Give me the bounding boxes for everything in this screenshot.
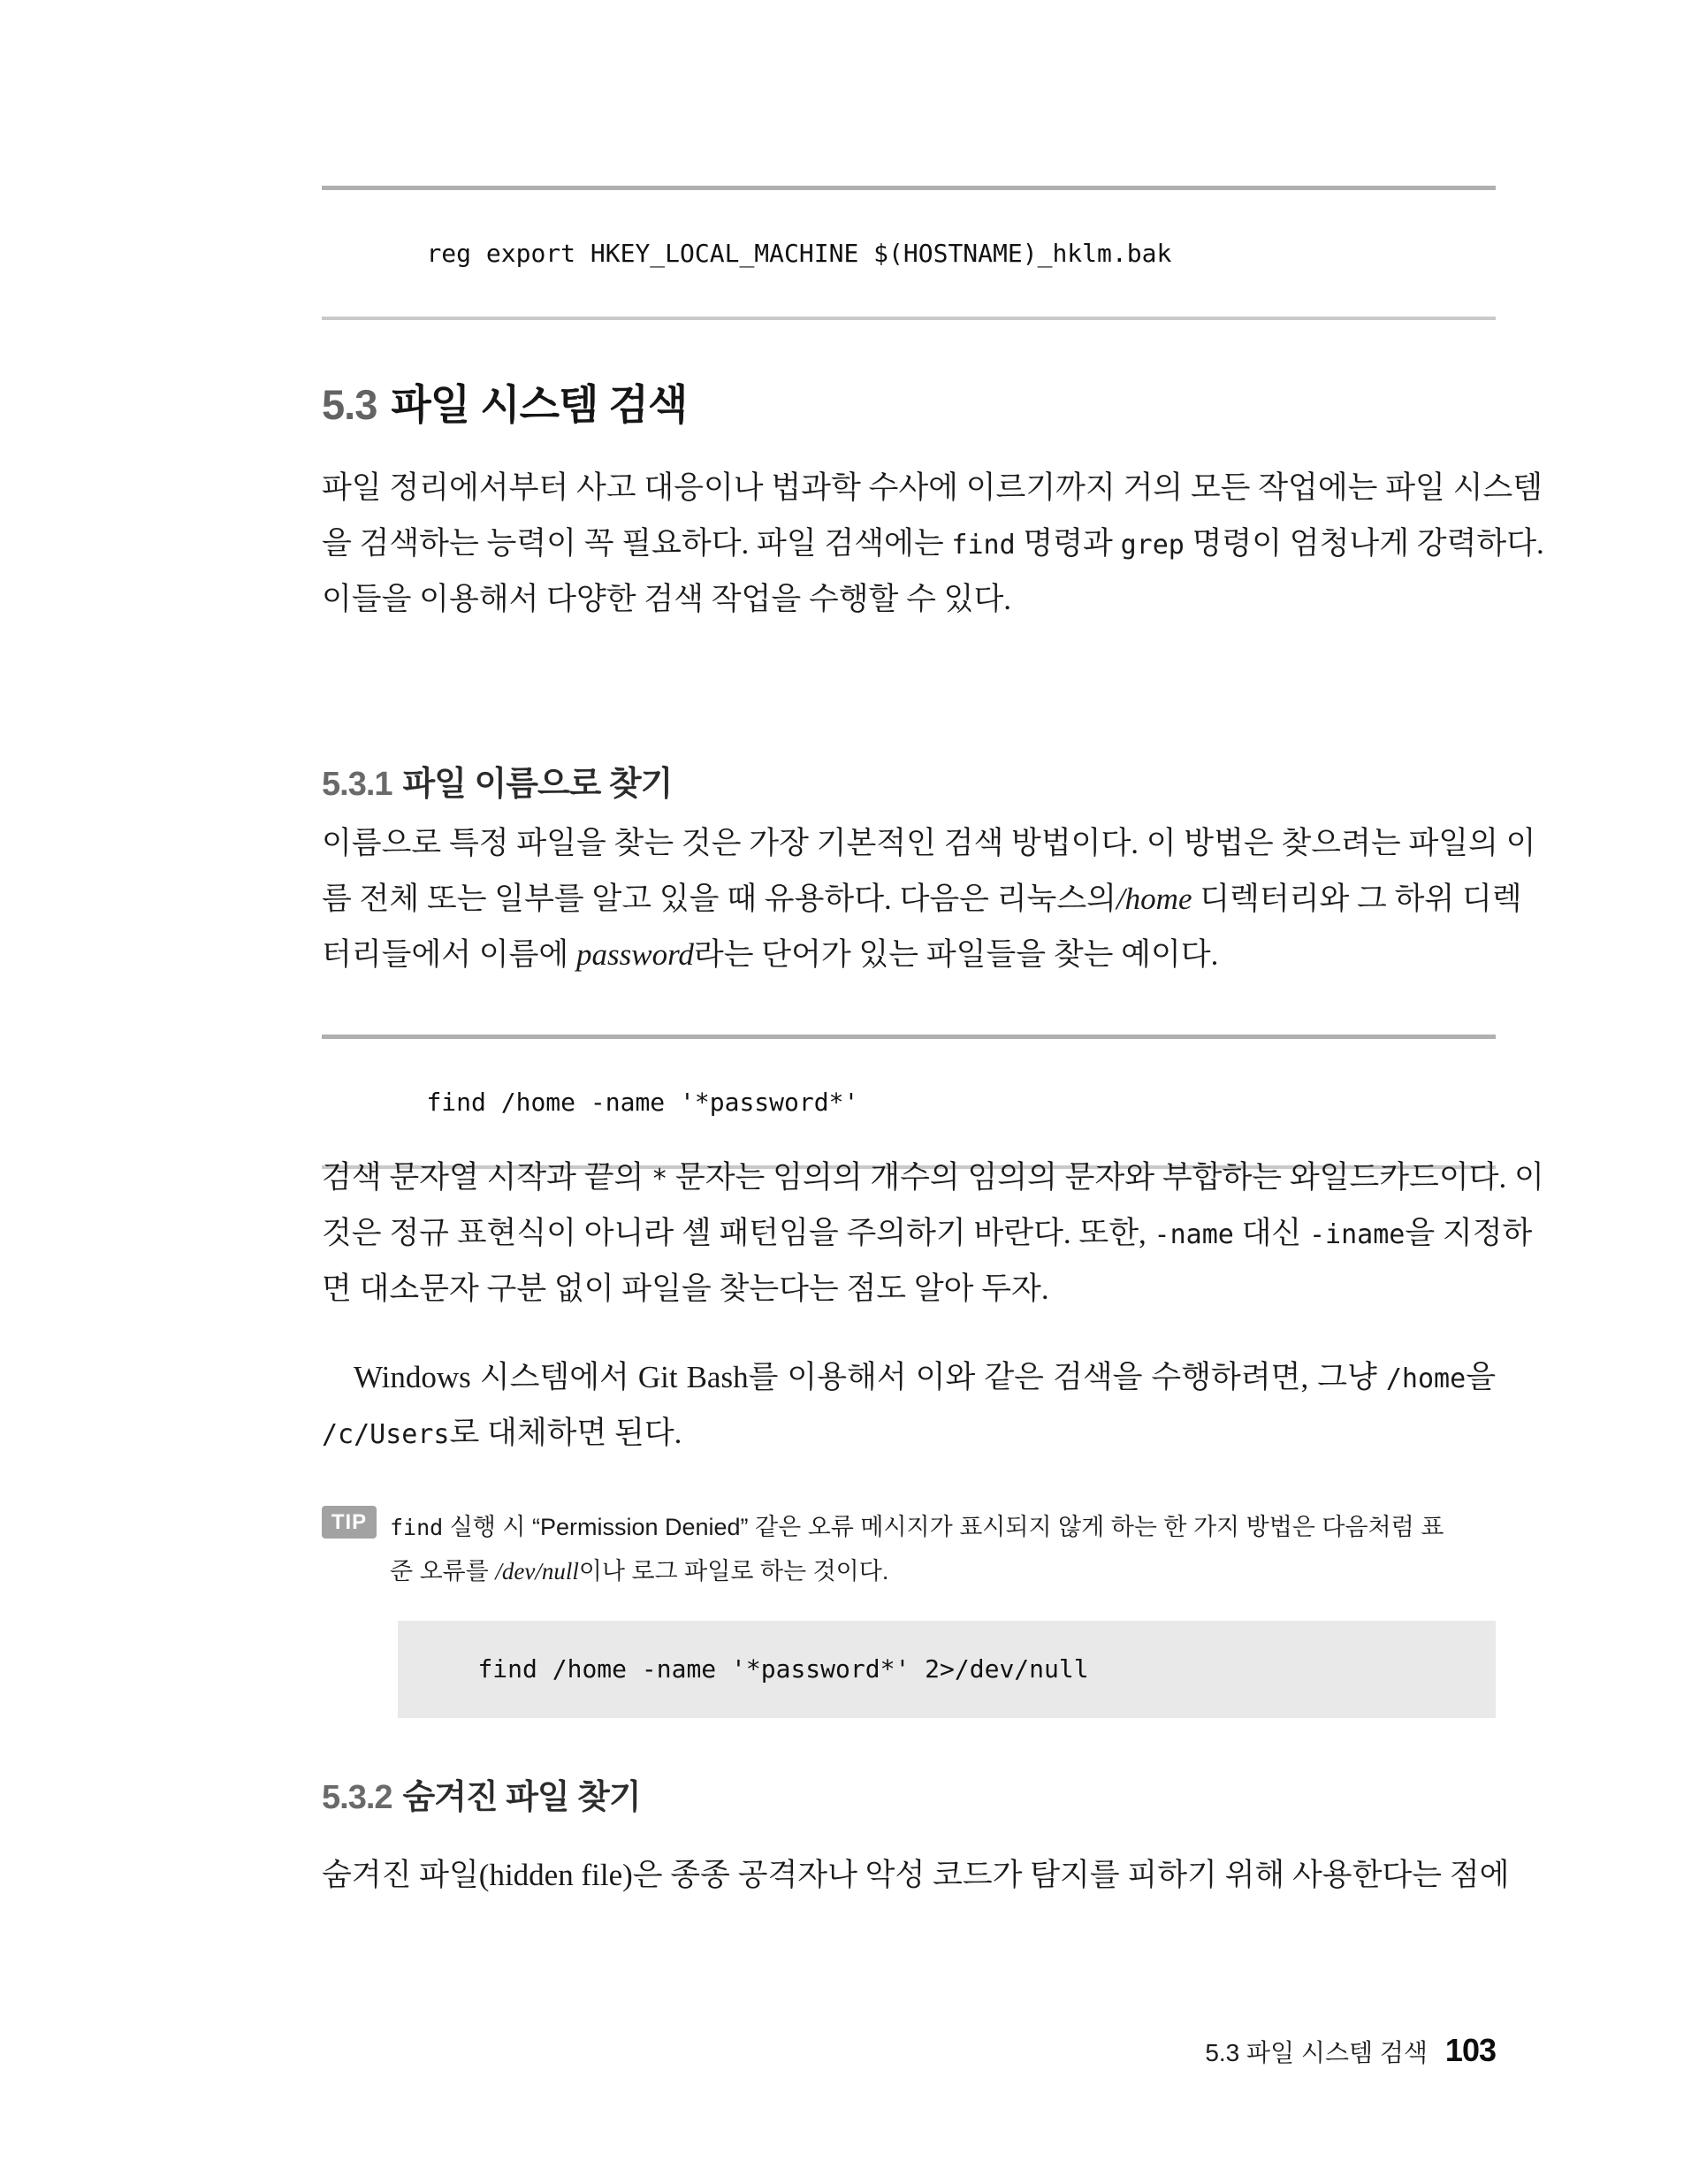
inline-text: 숨겨진 파일(hidden file)은 종종 공격자나 악성 코드가 탐지를 피하기 위해 사용한다는 점에 [322,1858,1510,1892]
inline-mono-text: grep [1120,530,1185,561]
inline-text: 이들을 이용해서 다양한 검색 작업을 수행할 수 있다. [322,582,1012,616]
subsection-number: 5.3.1 [322,766,392,803]
inline-mono-text: find [390,1515,444,1540]
inline-italic-text: /dev/null [495,1558,579,1585]
inline-text: 문자는 임의의 개수의 임의의 문자와 부합하는 와일드카드이다. 이 [667,1160,1544,1195]
inline-mono-text: /c/Users [322,1419,450,1450]
text-line [322,460,1543,515]
tip-text [390,1505,1496,1593]
footer-section-label: 5.3 파일 시스템 검색 [1205,2039,1428,2066]
inline-text: 이름으로 특정 파일을 찾는 것은 가장 기본적인 검색 방법이다. 이 방법은 찾으려는 파일의 이 [322,826,1536,860]
inline-text: 실행 시 “Permission Denied” 같은 오류 메시지가 표시되지 않게 하는 한 가지 방법은 다음처럼 표 [443,1514,1444,1540]
inline-text: 파일 정리에서부터 사고 대응이나 법과학 수사에 이르기까지 거의 모든 작업에는 파일 시스템 [322,470,1543,505]
subsection-heading-5-3-1 [322,764,1496,805]
inline-text: 디렉터리와 그 하위 디렉 [1192,882,1522,916]
inline-text: 을 [1466,1360,1496,1394]
inline-mono-text: find [951,530,1016,561]
text-line [322,1349,1496,1405]
code-block-reg-export [322,186,1496,320]
paragraph-wildcard [322,1149,1544,1317]
text-line [322,871,1522,927]
paragraph-find-by-name [322,815,1536,982]
inline-mono-text: /home [1385,1363,1467,1394]
inline-text: 름 전체 또는 일부를 알고 있을 때 유용하다. 다음은 리눅스의 [322,882,1116,916]
footer-page-number: 103 [1444,2032,1496,2068]
inline-text: 준 오류를 [390,1558,496,1585]
code-text: reg export HKEY_LOCAL_MACHINE $(HOSTNAME)_hklm.bak [426,239,1172,268]
inline-text: Windows 시스템에서 Git Bash를 이용해서 이와 같은 검색을 수행하려면, 그냥 [354,1360,1386,1394]
code-text: find /home -name '*password*' [426,1088,859,1117]
text-line [322,1405,1496,1461]
text-line [322,1847,1510,1903]
text-line [322,571,1496,627]
inline-mono-text: -name [1154,1219,1234,1250]
inline-text: 이나 로그 파일로 하는 것이다. [578,1558,889,1585]
paragraph-gitbash [322,1349,1496,1461]
paragraph-intro [322,460,1544,627]
inline-text: 면 대소문자 구분 없이 파일을 찾는다는 점도 알아 두자. [322,1271,1049,1306]
inline-text: 명령과 [1015,526,1121,561]
inline-italic-text: password [575,937,694,972]
inline-mono-text: -iname [1308,1219,1406,1250]
page-footer [1205,2032,1496,2069]
section-title: 파일 시스템 검색 [391,381,688,428]
inline-text: 터리들에서 이름에 [322,937,576,972]
inline-italic-text: /home [1116,882,1192,916]
text-line [322,1261,1496,1317]
section-number: 5.3 [322,381,377,428]
inline-text: 을 지정하 [1405,1216,1533,1250]
inline-text: 로 대체하면 된다. [449,1416,682,1450]
inline-text: 것은 정규 표현식이 아니라 셸 패턴임을 주의하기 바란다. 또한, [322,1216,1154,1250]
code-text: find /home -name '*password*' 2>/dev/null [477,1654,1089,1684]
subsection-heading-5-3-2 [322,1777,1496,1818]
text-line [322,1205,1533,1261]
code-block-find-devnull [398,1621,1496,1718]
text-line [322,1149,1544,1205]
inline-text: 을 검색하는 능력이 꼭 필요하다. 파일 검색에는 [322,526,952,561]
inline-text: 명령이 엄청나게 강력하다. [1184,526,1544,561]
text-line [322,515,1544,571]
tip-badge: TIP [322,1506,377,1539]
inline-mono-text: * [651,1164,668,1195]
paragraph-hidden-files [322,1847,1510,1903]
inline-text: 검색 문자열 시작과 끝의 [322,1160,652,1195]
text-line [322,927,1496,982]
inline-text: 라는 단어가 있는 파일들을 찾는 예이다. [693,937,1219,972]
inline-text: 대신 [1233,1216,1309,1250]
subsection-title: 숨겨진 파일 찾기 [402,1779,641,1816]
text-line [390,1549,1496,1593]
section-heading-5-3 [322,380,1496,430]
subsection-title: 파일 이름으로 찾기 [402,766,673,803]
text-line [390,1505,1496,1549]
subsection-number: 5.3.2 [322,1779,392,1816]
text-line [322,815,1536,871]
